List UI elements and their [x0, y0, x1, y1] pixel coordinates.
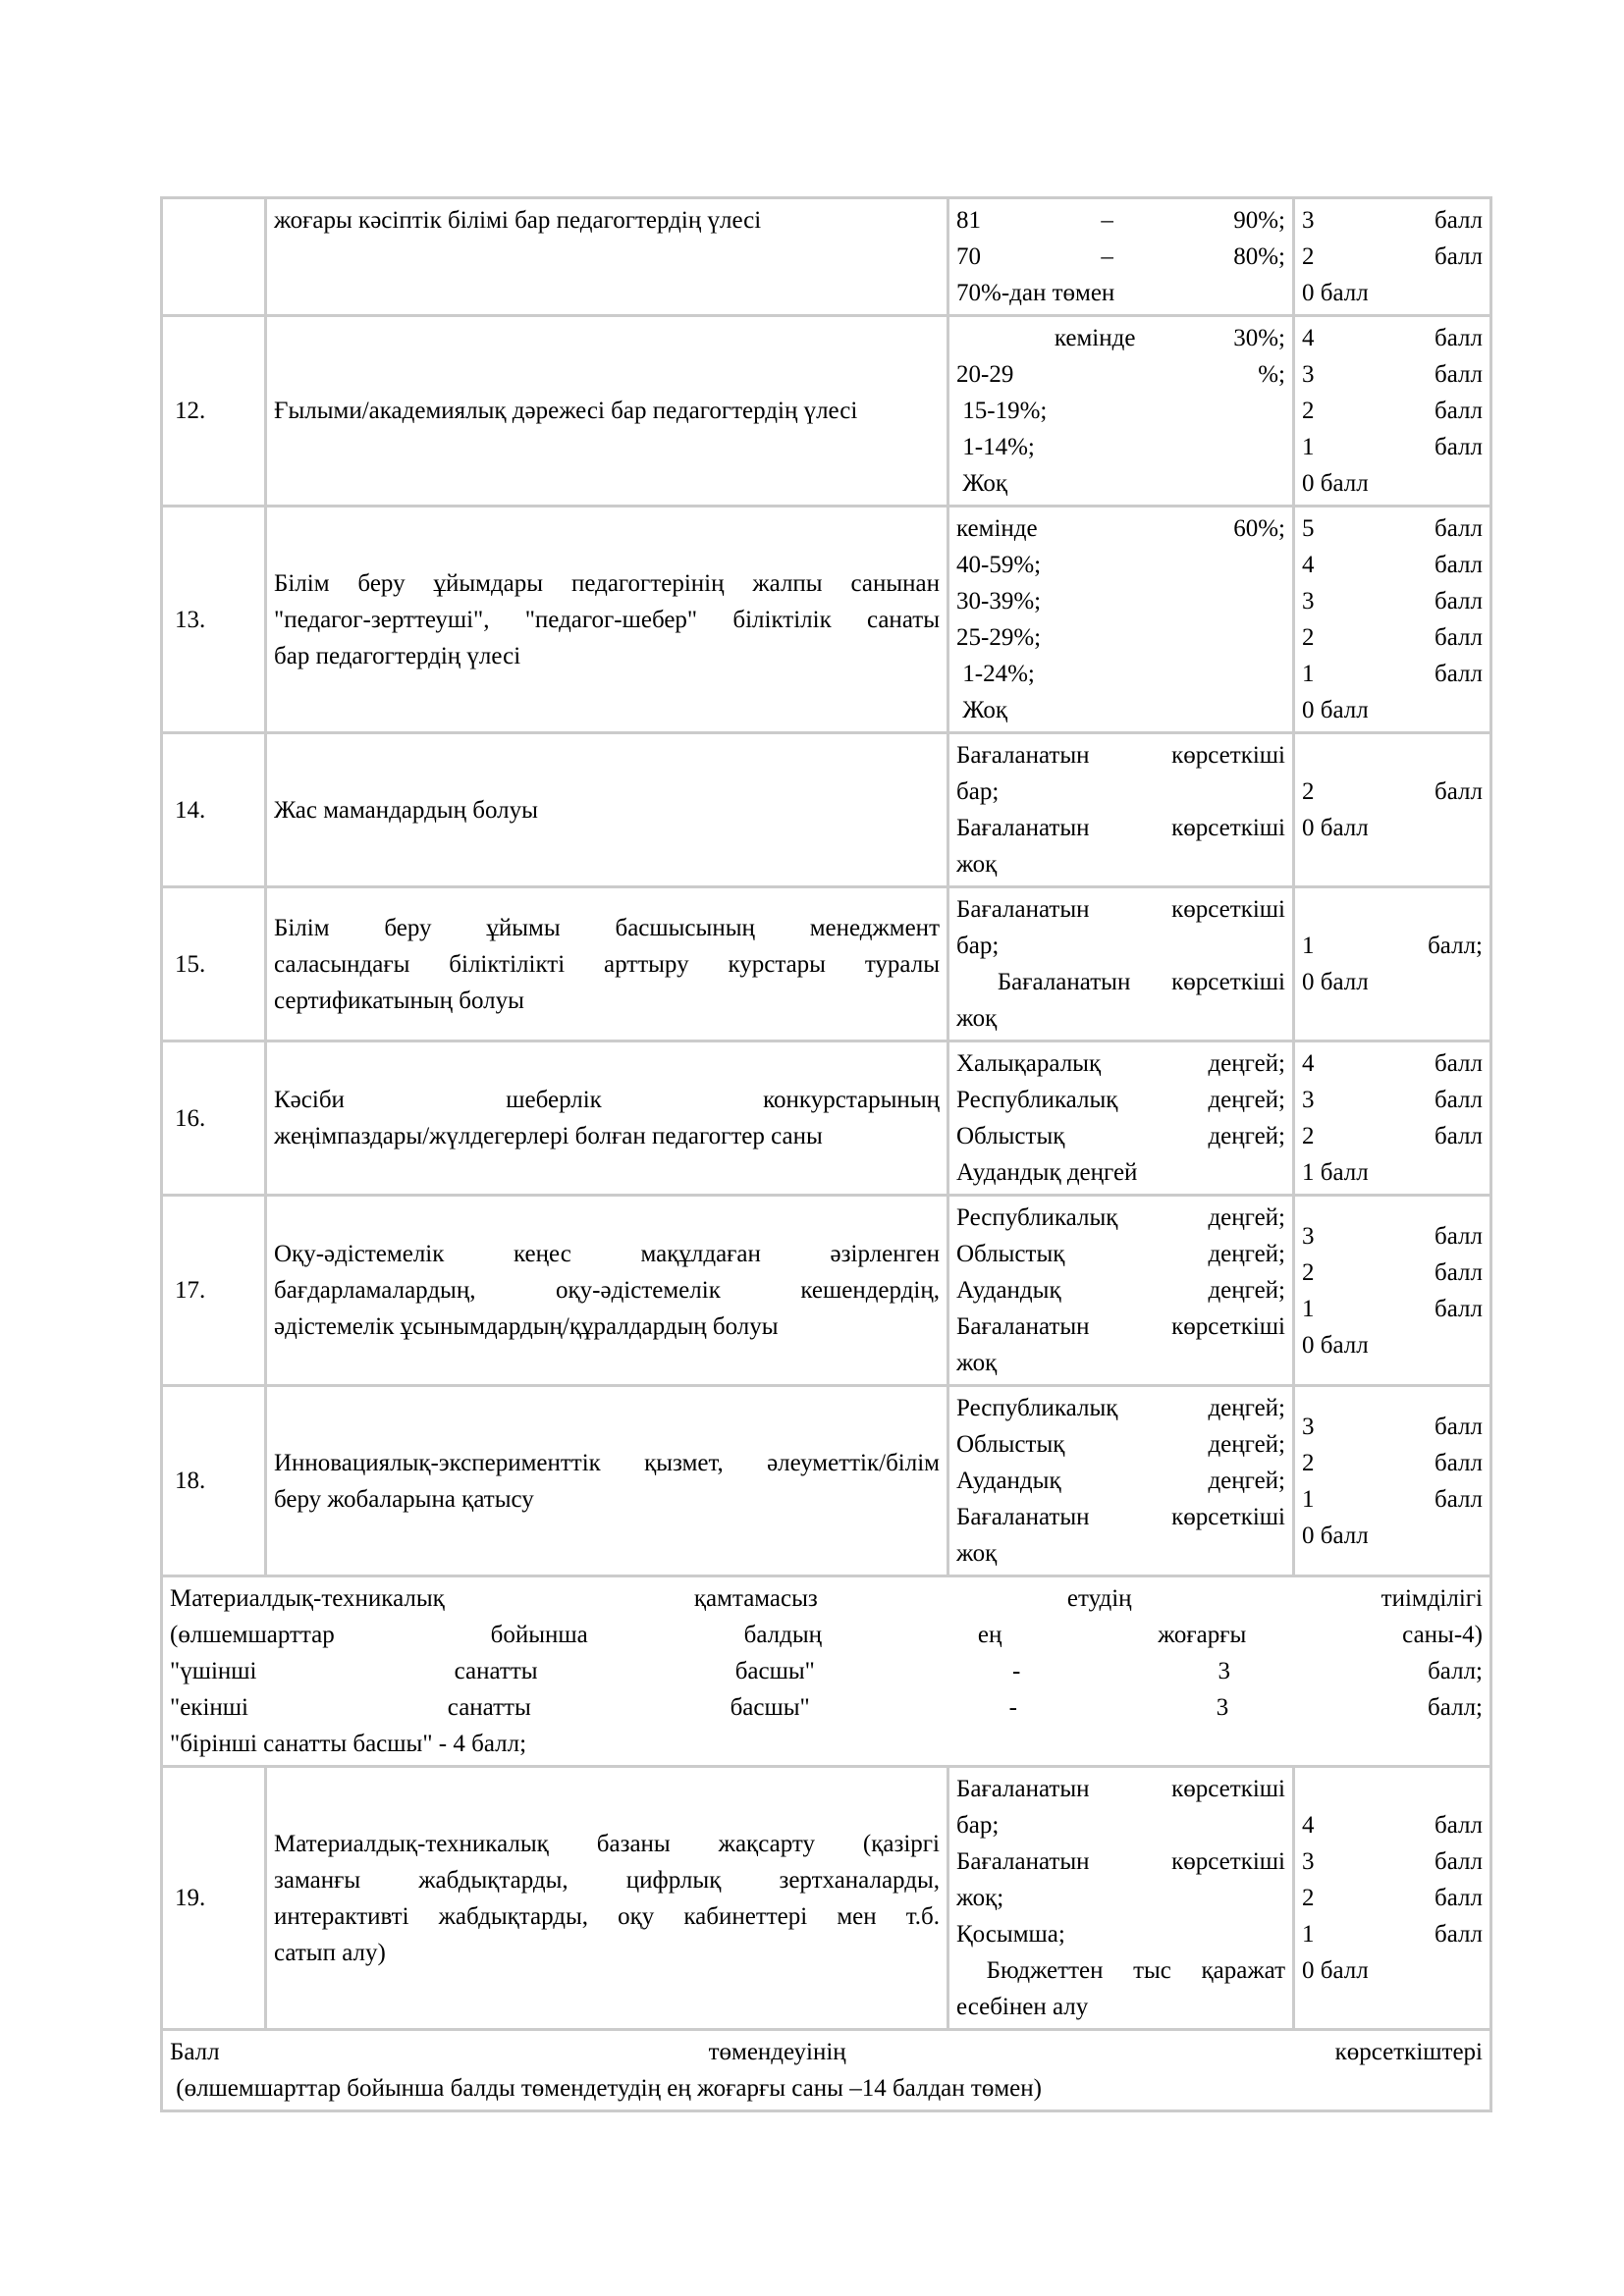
description-cell-line: саласындағы біліктілікті арттыру курстары туралы — [274, 950, 940, 978]
description-cell-line: интерактивті жабдықтарды, оқу кабинеттері мен т.б. — [274, 1902, 940, 1930]
criteria-cell-line: Бағаланатын көрсеткіші — [956, 896, 1285, 923]
points-cell-line: 3 балл — [1302, 1848, 1483, 1875]
criteria-cell-line: Бағаланатын көрсеткіші — [956, 815, 1285, 841]
description-cell-line: жоғары кәсіптік білімі бар педагогтердің үлесі — [274, 207, 762, 234]
criteria-cell-line: Жоқ — [956, 697, 1008, 723]
table-row — [162, 887, 1491, 1041]
criteria-cell-line: бар; — [956, 933, 1000, 959]
note-text-line: (өлшемшарттар бойынша балды төмендетудің ең жоғарғы саны –14 балдан төмен) — [170, 2075, 1042, 2102]
table-row — [162, 1386, 1491, 1576]
points-cell — [1294, 316, 1491, 507]
criteria-cell-line: 1-24%; — [956, 661, 1035, 687]
points-cell-line: 3 балл — [1302, 1222, 1483, 1250]
row-number-cell: 18. — [162, 1386, 266, 1576]
table-row — [162, 507, 1491, 733]
criteria-table-body — [162, 198, 1491, 2111]
note-text-line: "үшінші санатты басшы" - 3 балл; — [170, 1658, 1483, 1684]
table-row — [162, 733, 1491, 887]
note-text-line: "бірінші санатты басшы" - 4 балл; — [170, 1731, 527, 1757]
points-cell-line: 3 балл — [1302, 207, 1483, 234]
points-cell-line: 2 балл — [1302, 624, 1483, 651]
points-cell-line: 0 балл — [1302, 470, 1369, 497]
description-cell — [266, 198, 948, 316]
criteria-cell — [948, 507, 1294, 733]
points-cell-line: 3 балл — [1302, 1413, 1483, 1440]
table-row — [162, 316, 1491, 507]
criteria-cell-line: Аудандық деңгей — [956, 1159, 1138, 1186]
description-cell-line: бар педагогтердің үлесі — [274, 642, 521, 669]
points-cell-line: 1 балл; — [1302, 933, 1483, 959]
criteria-cell-line: жоқ; — [956, 1885, 1004, 1911]
points-cell-line: 4 балл — [1302, 325, 1483, 351]
criteria-cell-line: 1-14%; — [956, 434, 1035, 460]
criteria-cell-line: Облыстық деңгей; — [956, 1431, 1285, 1458]
criteria-cell-line: 15-19%; — [956, 398, 1048, 424]
table-row — [162, 198, 1491, 316]
description-cell-line: "педагог-зерттеуші", "педагог-шебер" біліктілік санаты — [274, 606, 940, 633]
description-cell-line: Білім беру ұйымдары педагогтерінің жалпы санынан — [274, 569, 940, 597]
table-row — [162, 1767, 1491, 2030]
criteria-cell-line: Бағаланатын көрсеткіші — [956, 1504, 1285, 1530]
note-text-line: "екінші санатты басшы" - 3 балл; — [170, 1694, 1483, 1721]
description-cell-line: Жас мамандардың болуы — [274, 796, 538, 824]
points-cell-line: 4 балл — [1302, 552, 1483, 578]
criteria-cell-line: бар; — [956, 778, 1000, 805]
points-cell-line: 2 балл — [1302, 398, 1483, 424]
criteria-cell-line: бар; — [956, 1812, 1000, 1839]
criteria-cell — [948, 198, 1294, 316]
criteria-cell-line: Аудандық деңгей; — [956, 1277, 1285, 1304]
description-cell — [266, 887, 948, 1041]
criteria-cell-line: жоқ — [956, 1540, 998, 1567]
points-cell-line: 0 балл — [1302, 280, 1369, 306]
points-cell-line: 0 балл — [1302, 815, 1369, 841]
points-cell-line: 1 балл — [1302, 1159, 1369, 1186]
description-cell — [266, 733, 948, 887]
criteria-cell-line: 20-29 %; — [956, 361, 1285, 388]
points-cell-line: 0 балл — [1302, 969, 1369, 995]
note-cell — [162, 2030, 1491, 2111]
criteria-cell-line: кемінде 30%; — [956, 325, 1285, 351]
criteria-cell-line: жоқ — [956, 1005, 998, 1032]
criteria-cell — [948, 1386, 1294, 1576]
description-cell — [266, 316, 948, 507]
criteria-cell-line: Республикалық деңгей; — [956, 1204, 1285, 1231]
points-cell — [1294, 733, 1491, 887]
criteria-cell-line: Бағаланатын көрсеткіші — [956, 1776, 1285, 1802]
points-cell-line: 3 балл — [1302, 588, 1483, 614]
points-cell-line: 2 балл — [1302, 1258, 1483, 1286]
criteria-cell — [948, 1767, 1294, 2030]
points-cell — [1294, 1196, 1491, 1386]
points-cell — [1294, 1041, 1491, 1196]
criteria-cell-line: Бюджеттен тыс қаражат — [956, 1957, 1286, 1984]
points-cell-line: 2 балл — [1302, 778, 1483, 805]
criteria-cell-line: жоқ — [956, 1350, 998, 1376]
criteria-cell — [948, 733, 1294, 887]
points-cell-line: 2 балл — [1302, 243, 1483, 270]
points-cell-line: 1 балл — [1302, 434, 1483, 460]
criteria-cell-line: Бағаланатын көрсеткіші — [956, 1313, 1285, 1340]
row-number-cell: 14. — [162, 733, 266, 887]
criteria-cell-line: жоқ — [956, 851, 998, 878]
criteria-cell — [948, 887, 1294, 1041]
description-cell — [266, 1196, 948, 1386]
description-cell-line: әдістемелік ұсынымдардың/құралдардың болуы — [274, 1313, 779, 1340]
criteria-cell-line: Республикалық деңгей; — [956, 1087, 1285, 1113]
description-cell-line: Оқу-әдістемелік кеңес мақұлдаған әзірленген — [274, 1241, 940, 1267]
points-cell-line: 4 балл — [1302, 1050, 1483, 1077]
points-cell-line: 2 балл — [1302, 1449, 1483, 1476]
points-cell-line: 0 балл — [1302, 1957, 1369, 1984]
criteria-cell — [948, 1041, 1294, 1196]
row-number-cell — [162, 198, 266, 316]
criteria-cell-line: кемінде 60%; — [956, 515, 1285, 542]
note-text-line: (өлшемшарттар бойынша балдың ең жоғарғы саны-4) — [170, 1622, 1483, 1648]
criteria-cell-line: Халықаралық деңгей; — [956, 1050, 1285, 1077]
row-number-cell: 19. — [162, 1767, 266, 2030]
criteria-cell-line: 25-29%; — [956, 624, 1042, 651]
table-row — [162, 1196, 1491, 1386]
criteria-cell-line: Облыстық деңгей; — [956, 1241, 1285, 1267]
note-text-line: Балл төмендеуінің көрсеткіштері — [170, 2039, 1483, 2065]
criteria-cell-line: 81 – 90%; — [956, 207, 1285, 234]
description-cell-line: бағдарламалардың, оқу-әдістемелік кешендердің, — [274, 1277, 940, 1304]
description-cell — [266, 1041, 948, 1196]
criteria-cell-line: Бағаланатын көрсеткіші — [956, 742, 1285, 769]
points-cell-line: 1 балл — [1302, 1921, 1483, 1948]
full-width-note-row — [162, 2030, 1491, 2111]
criteria-cell-line: есебінен алу — [956, 1994, 1089, 2020]
description-cell-line: Инновациялық-эксперименттік қызмет, әлеуметтік/білім — [274, 1449, 940, 1476]
criteria-cell-line: 70%-дан төмен — [956, 280, 1115, 306]
points-cell — [1294, 887, 1491, 1041]
criteria-cell — [948, 316, 1294, 507]
note-text-line: Материалдық-техникалық қамтамасыз етудің тиімділігі — [170, 1585, 1483, 1612]
row-number-cell: 16. — [162, 1041, 266, 1196]
description-cell-line: беру жобаларына қатысу — [274, 1485, 534, 1513]
criteria-cell — [948, 1196, 1294, 1386]
points-cell — [1294, 1386, 1491, 1576]
points-cell-line: 0 балл — [1302, 697, 1369, 723]
criteria-cell-line: Облыстық деңгей; — [956, 1123, 1285, 1149]
points-cell — [1294, 507, 1491, 733]
row-number-cell: 12. — [162, 316, 266, 507]
criteria-cell-line: Аудандық деңгей; — [956, 1468, 1285, 1494]
criteria-cell-line: Бағаланатын көрсеткіші — [956, 969, 1285, 995]
description-cell-line: сертификатының болуы — [274, 987, 524, 1014]
criteria-cell-line: Республикалық деңгей; — [956, 1395, 1285, 1421]
description-cell-line: жеңімпаздары/жүлдегерлері болған педагогтер саны — [274, 1123, 823, 1149]
criteria-cell-line: Бағаланатын көрсеткіші — [956, 1848, 1285, 1875]
row-number-cell: 13. — [162, 507, 266, 733]
points-cell-line: 0 балл — [1302, 1331, 1369, 1359]
criteria-cell-line: Жоқ — [956, 470, 1008, 497]
points-cell-line: 1 балл — [1302, 1485, 1483, 1513]
points-cell-line: 4 балл — [1302, 1812, 1483, 1839]
points-cell — [1294, 1767, 1491, 2030]
description-cell — [266, 507, 948, 733]
points-cell-line: 1 балл — [1302, 1295, 1483, 1322]
note-cell — [162, 1576, 1491, 1767]
description-cell-line: Білім беру ұйымы басшысының менеджмент — [274, 914, 940, 941]
criteria-cell-line: 40-59%; — [956, 552, 1042, 578]
points-cell-line: 2 балл — [1302, 1123, 1483, 1149]
points-cell-line: 3 балл — [1302, 1087, 1483, 1113]
description-cell — [266, 1767, 948, 2030]
points-cell-line: 1 балл — [1302, 661, 1483, 687]
description-cell-line: Материалдық-техникалық базаны жақсарту (қазіргі — [274, 1830, 940, 1857]
criteria-table — [160, 196, 1492, 2112]
points-cell-line: 2 балл — [1302, 1885, 1483, 1911]
description-cell-line: сатып алу) — [274, 1939, 386, 1966]
full-width-note-row — [162, 1576, 1491, 1767]
row-number-cell: 17. — [162, 1196, 266, 1386]
points-cell-line: 3 балл — [1302, 361, 1483, 388]
points-cell-line: 5 балл — [1302, 515, 1483, 542]
criteria-cell-line: 30-39%; — [956, 588, 1042, 614]
table-row — [162, 1041, 1491, 1196]
points-cell — [1294, 198, 1491, 316]
points-cell-line: 0 балл — [1302, 1522, 1369, 1549]
description-cell-line: Кәсіби шеберлік конкурстарының — [274, 1087, 940, 1113]
description-cell — [266, 1386, 948, 1576]
criteria-cell-line: 70 – 80%; — [956, 243, 1285, 270]
row-number-cell: 15. — [162, 887, 266, 1041]
description-cell-line: Ғылыми/академиялық дәрежесі бар педагогтердің үлесі — [274, 398, 858, 424]
criteria-cell-line: Қосымша; — [956, 1921, 1065, 1948]
description-cell-line: заманғы жабдықтарды, цифрлық зертханаларды, — [274, 1866, 940, 1894]
